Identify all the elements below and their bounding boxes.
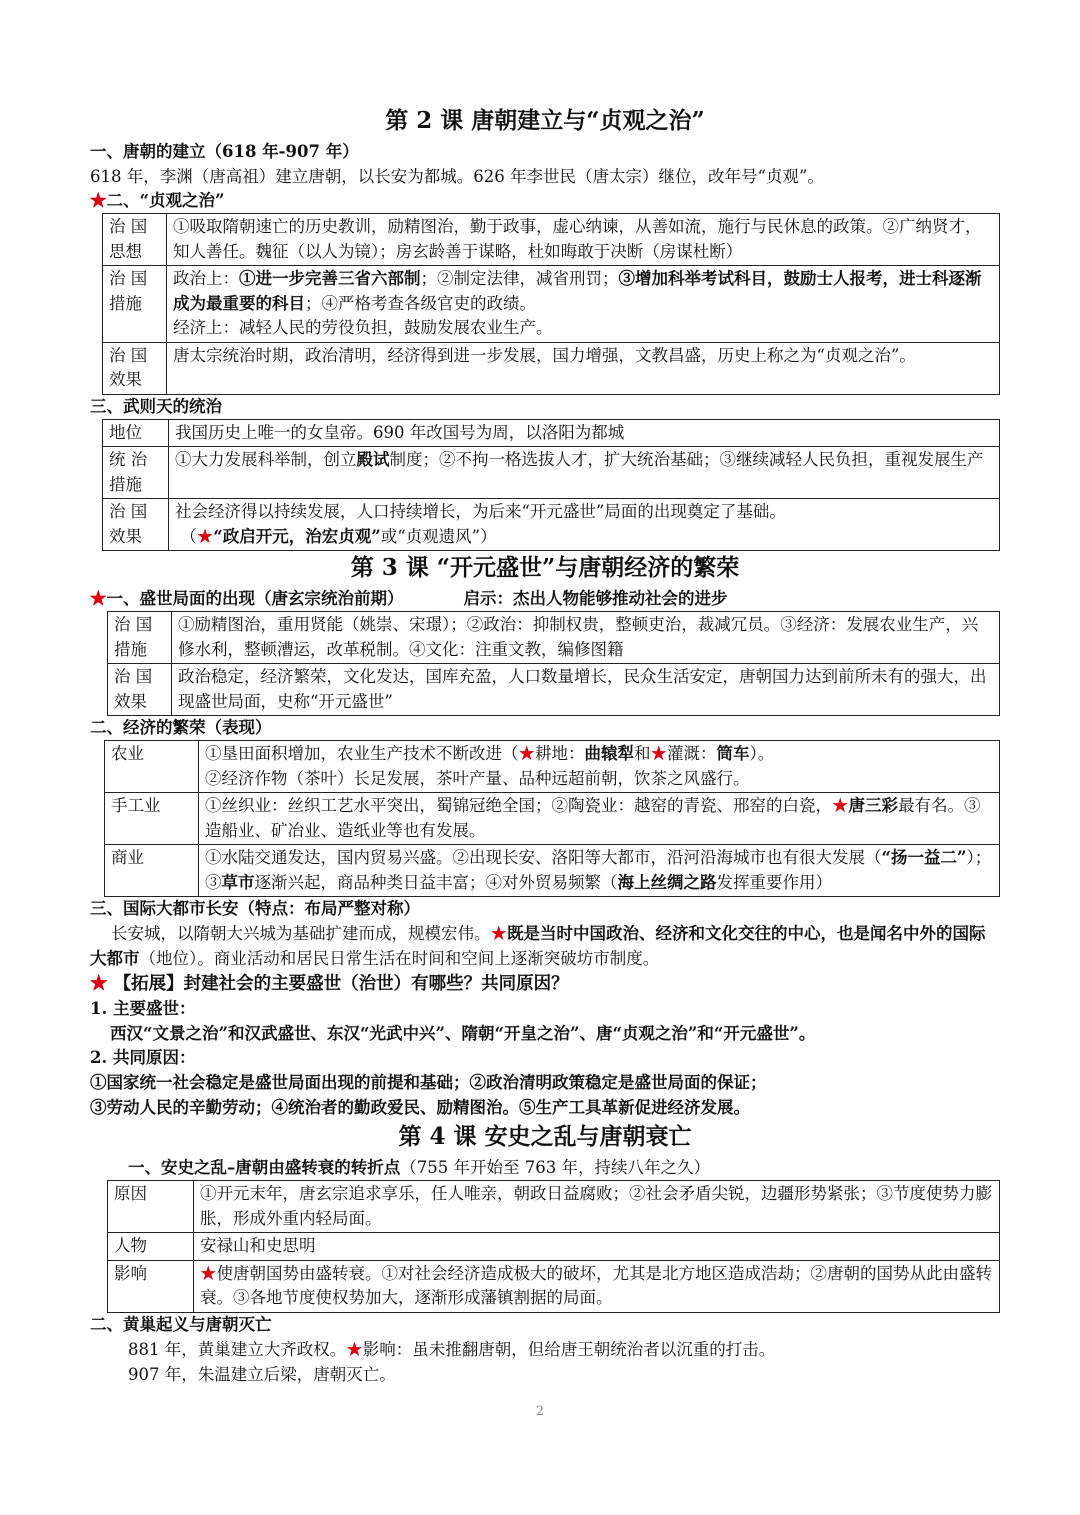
text-span: ①丝织业：丝织工艺水平突出，蜀锦冠绝全国；②陶瓷业：越窑的青瓷、邢窑的白瓷， — [205, 796, 832, 815]
lesson4-title: 第 4 课 安史之乱与唐朝衰亡 — [398, 1123, 692, 1150]
lesson2-section3-title: 三、武则天的统治 — [90, 396, 222, 416]
lesson2-section2-heading — [90, 189, 1000, 213]
row-header: 治 国 措施 — [108, 612, 172, 664]
economy-table — [104, 740, 1000, 897]
text-span: 逐渐兴起，商品种类日益丰富；④对外贸易频繁（ — [254, 872, 618, 892]
table-row — [108, 664, 1000, 716]
row-header: 人物 — [108, 1233, 194, 1261]
row-content — [199, 793, 1000, 845]
extension-t3: ③劳动人民的辛勤劳动；④统治者的勤政爱民、励精图治。⑤生产工具革新促进经济发展。 — [90, 1098, 750, 1117]
row-content: ①开元末年，唐玄宗追求享乐，任人唯亲，朝政日益腐败；②社会矛盾尖锐，边疆形势紧张；③节度使势力膨胀，形成外重内轻局面。 — [194, 1181, 1000, 1233]
star-icon: ★ — [518, 744, 535, 763]
row-content — [169, 447, 1000, 499]
text-span: ②经济作物（茶叶）长足发展，茶叶产量、品种远超前朝，饮茶之风盛行。 — [205, 768, 750, 788]
text-span: ；④严格考查各级官吏的政绩。 — [305, 293, 536, 313]
text-span: ）；③ — [205, 848, 992, 892]
row-content: 社会经济得以持续发展，人口持续增长，为后来“开元盛世”局面的出现奠定了基础。 （★“政启开元，治宏贞观”或“贞观遗风”） — [169, 499, 1000, 551]
row-header: 治 国 效果 — [108, 664, 172, 716]
bold-span: ①进一步完善三省六部制 — [239, 269, 421, 288]
star-icon: ★ — [90, 589, 107, 608]
lesson2-section2-title: 二、“贞观之治” — [106, 191, 225, 210]
bold-span: 唐三彩 — [848, 796, 898, 815]
table-row — [103, 499, 1000, 551]
zhenguan-table — [102, 213, 1000, 395]
extension-t2: ①国家统一社会稳定是盛世局面出现的前提和基础；②政治清明政策稳定是盛世局面的保证； — [90, 1073, 767, 1092]
row-header: 商业 — [105, 845, 199, 897]
text-span: 881 年，黄巢建立大齐政权。 — [128, 1339, 347, 1359]
row-content: ①励精图治，重用贤能（姚崇、宋璟）；②政治：抑制权贵，整顿吏治，裁减冗员。③经济：发展农业生产，兴修水利，整顿漕运，改革税制。④文化：注重文教，编修图籍 — [172, 612, 1000, 664]
text-span: 发挥重要作用） — [716, 872, 832, 892]
lesson4-section2-text1 — [90, 1337, 1000, 1362]
row-header: 治 国 措施 — [103, 266, 167, 343]
table-row — [108, 1181, 1000, 1233]
table-row — [108, 1233, 1000, 1261]
text-span: （地位）。商业活动和居民日常生活在时间和空间上逐渐突破坊市制度。 — [139, 949, 660, 968]
kaiyuan-table — [107, 611, 1000, 716]
row-content — [194, 1260, 1000, 1312]
wuzetian-table — [102, 419, 1000, 552]
text-span: 灌溉： — [667, 744, 717, 763]
bold-span: ③增加科举考试科目，鼓励士人报考，进士科逐渐成为最重要的科目 — [173, 269, 982, 313]
text-span: 社会经济得以持续发展，人口持续增长，为后来“开元盛世”局面的出现奠定了基础。 — [175, 502, 786, 521]
text-span: 最有名。③造船业、矿冶业、造纸业等也有发展。 — [205, 796, 981, 840]
row-content: ①吸取隋朝速亡的历史教训，励精图治，勤于政事，虚心纳谏，从善如流，施行与民休息的政策。②广纳贤才，知人善任。魏征（以人为镜）；房玄龄善于谋略，杜如晦敢于决断（房谋杜断） — [167, 214, 1000, 266]
star-icon: ★ — [200, 1263, 217, 1283]
star-icon: ★ — [490, 924, 507, 943]
lesson3-title: 第 3 课 “开元盛世”与唐朝经济的繁荣 — [350, 554, 740, 581]
row-header: 治 国 效果 — [103, 499, 169, 551]
star-icon: ★ — [832, 796, 849, 815]
table-row — [103, 214, 1000, 266]
text-span: ；②制定法律，减省刑罚； — [420, 269, 619, 288]
text-span: ①水陆交通发达，国内贸易兴盛。②出现长安、洛阳等大都市，沿河沿海城市也有很大发展（ — [205, 848, 882, 867]
bold-span: “政启开元，治宏贞观” — [213, 526, 381, 546]
text-span: 政治上： — [173, 269, 239, 288]
extension-title: 【拓展】封建社会的主要盛世（治世）有哪些？共同原因？ — [113, 974, 569, 994]
lesson2-section1-title: 一、唐朝的建立（618 年-907 年） — [90, 142, 359, 161]
text-span: 和 — [634, 744, 651, 763]
star-icon: ★ — [90, 974, 108, 994]
row-header: 治 国 效果 — [103, 342, 167, 394]
lesson3-section3-title: 三、国际大都市长安（特点：布局严整对称） — [90, 899, 420, 918]
row-header: 原因 — [108, 1181, 194, 1233]
extension-t1: 西汉“文景之治”和汉武盛世、东汉“光武中兴”、隋朝“开皇之治”、唐“贞观之治”和“开元盛世”。 — [110, 1024, 816, 1043]
row-content: 我国历史上唯一的女皇帝。690 年改国号为周，以洛阳为都城 — [169, 419, 1000, 447]
table-row — [105, 741, 1000, 793]
row-content: 政治稳定，经济繁荣，文化发达，国库充盈，人口数量增长，民众生活安定，唐朝国力达到前所未有的强大，出现盛世局面，史称“开元盛世” — [172, 664, 1000, 716]
bold-span: 筒车 — [716, 744, 750, 763]
page-number: 2 — [535, 1404, 545, 1419]
extension-h2: 2. 共同原因： — [90, 1048, 196, 1067]
text-span: ①大力发展科举制，创立 — [175, 450, 357, 469]
bold-span: 海上丝绸之路 — [617, 872, 717, 892]
lesson3-section1-title: 一、盛世局面的出现（唐玄宗统治前期） — [106, 589, 404, 608]
bold-span: “扬一益二” — [881, 848, 967, 867]
lesson4-section1-sub: （755 年开始至 763 年，持续八年之久） — [400, 1158, 710, 1177]
row-header: 影响 — [108, 1260, 194, 1312]
extension-heading — [90, 971, 1000, 997]
row-content — [199, 741, 1000, 793]
text-span: 制度；②不拘一格选拔人才，扩大统治基础；③继续减轻人民负担，重视发展生产 — [389, 450, 984, 469]
text-span: 或“贞观遗风”） — [380, 526, 497, 546]
row-content: 安禄山和史思明 — [194, 1233, 1000, 1261]
anshi-table — [107, 1180, 1000, 1313]
row-header: 治 国 思想 — [103, 214, 167, 266]
bold-span: 曲辕犁 — [584, 744, 634, 763]
text-span: 使唐朝国势由盛转衰。①对社会经济造成极大的破坏，尤其是北方地区造成浩劫；②唐朝的国势从此由盛转衰。③各地节度使权势加大，逐渐形成藩镇割据的局面。 — [200, 1263, 992, 1307]
text-span: 影响：虽未推翻唐朝，但给唐王朝统治者以沉重的打击。 — [362, 1339, 776, 1359]
table-row — [105, 793, 1000, 845]
text-span: 长安城，以隋朝大兴城为基础扩建而成，规模宏伟。 — [110, 924, 491, 943]
text-span: ）。 — [749, 744, 775, 763]
lesson4-section2-title: 二、黄巢起义与唐朝灭亡 — [90, 1314, 272, 1334]
document-page — [90, 104, 1000, 1387]
lesson2-title: 第 2 课 唐朝建立与“贞观之治” — [385, 107, 705, 134]
row-header: 地位 — [103, 419, 169, 447]
row-content — [167, 266, 1000, 343]
text-span: 经济上：减轻人民的劳役负担，鼓励发展农业生产。 — [173, 318, 553, 337]
star-icon: ★ — [346, 1339, 363, 1359]
star-icon: ★ — [196, 526, 214, 546]
row-content: 唐太宗统治时期，政治清明，经济得到进一步发展，国力增强，文教昌盛，历史上称之为“贞观之治”。 — [167, 342, 1000, 394]
table-row — [103, 447, 1000, 499]
row-header: 统 治 措施 — [103, 447, 169, 499]
lesson2-section1-text: 618 年，李渊（唐高祖）建立唐朝，以长安为都城。626 年李世民（唐太宗）继位，改年号“贞观”。 — [90, 167, 824, 186]
table-row — [105, 845, 1000, 897]
lesson3-section2-title: 二、经济的繁荣（表现） — [90, 718, 272, 737]
star-icon: ★ — [650, 744, 667, 763]
lesson3-section3-text — [90, 921, 1000, 971]
bold-span: 既是当时中国政治、经济和文化交往的中心，也是闻名中外的国际大都市 — [90, 924, 986, 968]
row-header: 农业 — [105, 741, 199, 793]
table-row — [103, 342, 1000, 394]
lesson4-section2-text2: 907 年，朱温建立后梁，唐朝灭亡。 — [128, 1364, 396, 1384]
lesson4-section1-heading — [90, 1156, 1000, 1180]
bold-span: 殿试 — [356, 450, 390, 469]
lesson3-section1-heading — [90, 587, 1000, 611]
lesson4-section1-title: 一、安史之乱–唐朝由盛转衰的转折点 — [128, 1158, 401, 1177]
extension-h1: 1. 主要盛世： — [90, 999, 196, 1018]
table-row — [103, 266, 1000, 343]
row-content — [199, 845, 1000, 897]
table-row — [103, 419, 1000, 447]
lesson3-section1-note: 启示：杰出人物能够推动社会的进步 — [463, 589, 728, 608]
table-row — [108, 612, 1000, 664]
text-span: ①垦田面积增加，农业生产技术不断改进（ — [205, 744, 519, 763]
bold-span: 草市 — [221, 872, 255, 892]
table-row — [108, 1260, 1000, 1312]
star-icon: ★ — [90, 191, 107, 210]
text-span: 耕地： — [535, 744, 585, 763]
row-header: 手工业 — [105, 793, 199, 845]
